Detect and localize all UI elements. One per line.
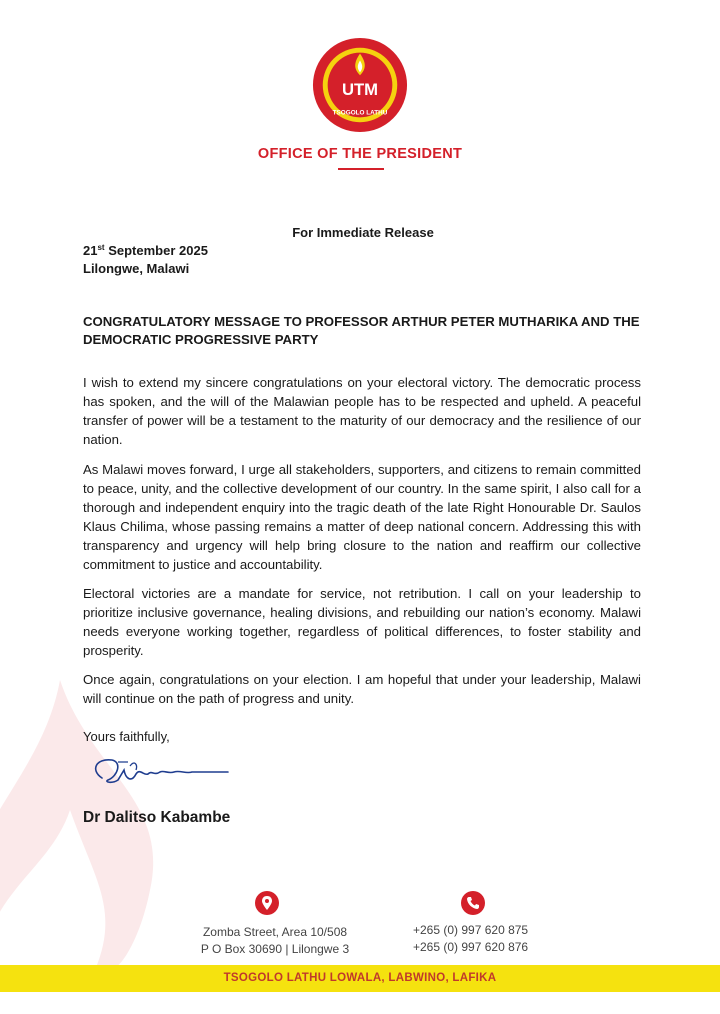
phone-number-1: +265 (0) 997 620 875 — [413, 923, 529, 937]
address-line-2: P O Box 30690 | Lilongwe 3 — [200, 942, 350, 956]
location-pin-icon — [254, 890, 280, 916]
release-place: Lilongwe, Malawi — [83, 261, 190, 276]
phone-block — [413, 922, 528, 956]
date-suffix: st — [97, 243, 105, 252]
body-paragraph-4: Once again, congratulations on your election. I am hopeful that under your leadership, Malawi will continue on the path of progress and unity. — [83, 672, 641, 706]
office-title: OFFICE OF THE PRESIDENT — [257, 146, 463, 162]
body-paragraph-2: As Malawi moves forward, I urge all stakeholders, supporters, and citizens to remain committed to peace, unity, and the collective development of our country. In the same spirit, I also call for a thorough and independent enquiry into the tragic death of the late Right Honourable Dr. Saulos Klaus Chilima, whose passing remains a matter of deep national concern. Addressing this with transparency and urgency will help bring closure to the nation and reaffirm our collective commitment to justice and accountability. — [83, 462, 641, 572]
closing-salutation: Yours faithfully, — [83, 729, 170, 744]
address-line-1: Zomba Street, Area 10/508 — [202, 925, 348, 939]
body-paragraph-3: Electoral victories are a mandate for service, not retribution. I call on your leadership to prioritize inclusive governance, healing divisions, and rebuilding our nation’s economy. Malawi needs everyone working together, regardless of political differences, to foster stability and prosperity. — [83, 586, 641, 658]
phone-number-2: +265 (0) 997 620 876 — [413, 940, 529, 954]
signer-name: Dr Dalitso Kabambe — [83, 809, 231, 826]
date-day: 21 — [83, 243, 98, 258]
logo-text: UTM — [341, 79, 379, 99]
body-paragraph-1: I wish to extend my sincere congratulations on your electoral victory. The democratic process has spoken, and the will of the Malawian people has to be respected and upheld. A peaceful transfer of power will be a testament to the maturity of our democracy and the resilience of our nation. — [83, 375, 641, 447]
date-block — [83, 242, 208, 278]
footer-slogan: TSOGOLO LATHU LOWALA, LABWINO, LAFIKA — [0, 965, 720, 992]
handwritten-signature — [88, 750, 233, 790]
subject-heading: CONGRATULATORY MESSAGE TO PROFESSOR ARTHUR PETER MUTHARIKA AND THE DEMOCRATIC PROGRESSIVE PARTY — [83, 314, 640, 347]
utm-logo — [311, 36, 409, 134]
office-divider — [338, 168, 384, 170]
release-date — [83, 242, 208, 260]
release-label: For Immediate Release — [292, 225, 434, 240]
phone-icon — [460, 890, 486, 916]
logo-motto: TSOGOLO LATHU — [332, 109, 388, 117]
address-block — [180, 924, 370, 958]
date-month-year: September 2025 — [104, 243, 208, 258]
